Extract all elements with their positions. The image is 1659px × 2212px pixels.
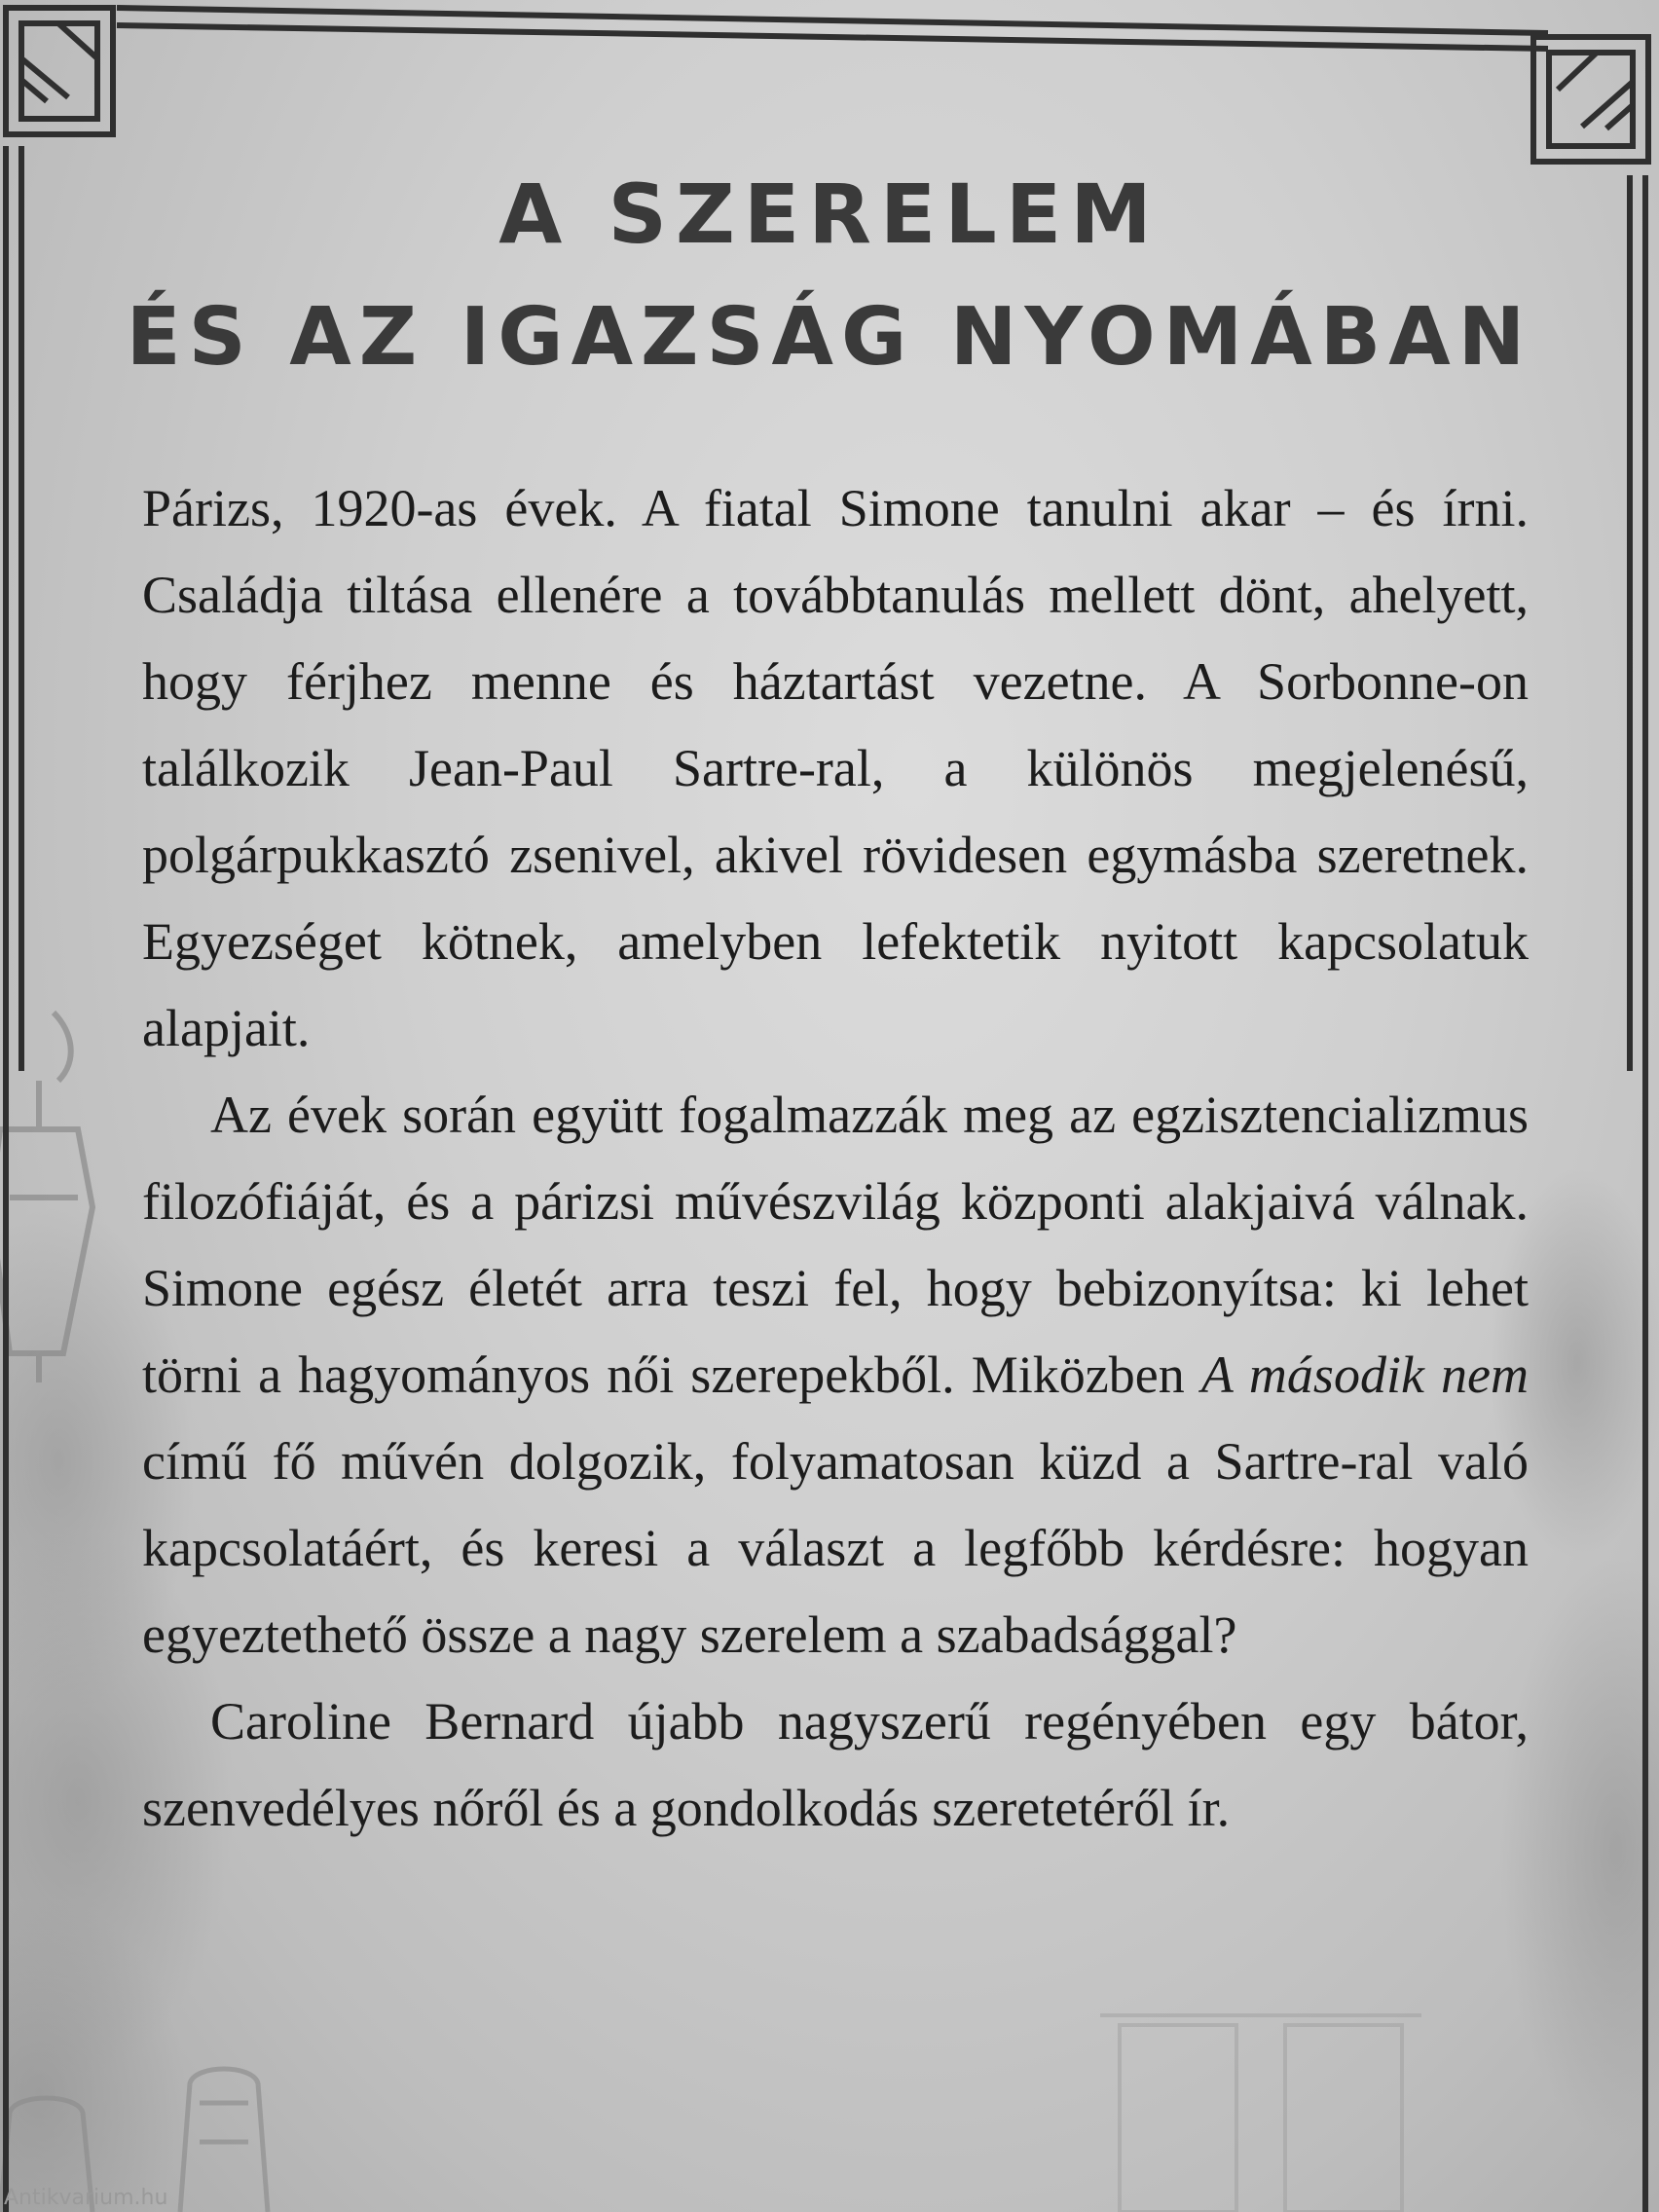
watermark: Antikvarium.hu xyxy=(4,2186,168,2210)
paragraph-2-start: Az évek során együtt fogalmazzák meg az egzisztencializmus filozófiáját, és a párizsi művészvilág központi alakjaivá válnak. Simone egész életét arra teszi fel, hogy bebizonyítsa: ki lehet törni a hagyományos női szerepekből. Miközben xyxy=(142,1086,1529,1404)
book-title: A második nem xyxy=(1200,1346,1529,1404)
blurb-paragraph-3: Caroline Bernard újabb nagyszerű regényében egy bátor, szenvedélyes nőről és a gondolkodás szeretetéről ír. xyxy=(142,1692,1529,1837)
blurb-paragraph-2 xyxy=(142,1072,1529,1678)
title-line-1: A SZERELEM xyxy=(498,166,1161,262)
title-line-2: ÉS AZ IGAZSÁG NYOMÁBAN xyxy=(126,291,1533,384)
blurb-text xyxy=(142,465,1529,1852)
paragraph-2-end: című fő művén dolgozik, folyamatosan küzd a Sartre-ral való kapcsolatáért, és keresi a választ a legfőbb kérdésre: hogyan egyeztethető össze a nagy szerelem a szabadsággal? xyxy=(142,1432,1529,1664)
blurb-paragraph-1: Párizs, 1920-as évek. A fiatal Simone tanulni akar – és írni. Családja tiltása ellenére a továbbtanulás mellett dönt, ahelyett, hogy férjhez menne és háztartást vezetne. A Sorbonne-on találkozik Jean-Paul Sartre-ral, a különös megjelenésű, polgárpukkasztó zsenivel, akivel rövidesen egymásba szeretnek. Egyezséget kötnek, amelyben lefektetik nyitott kapcsolatuk alapjait. xyxy=(142,479,1529,1057)
